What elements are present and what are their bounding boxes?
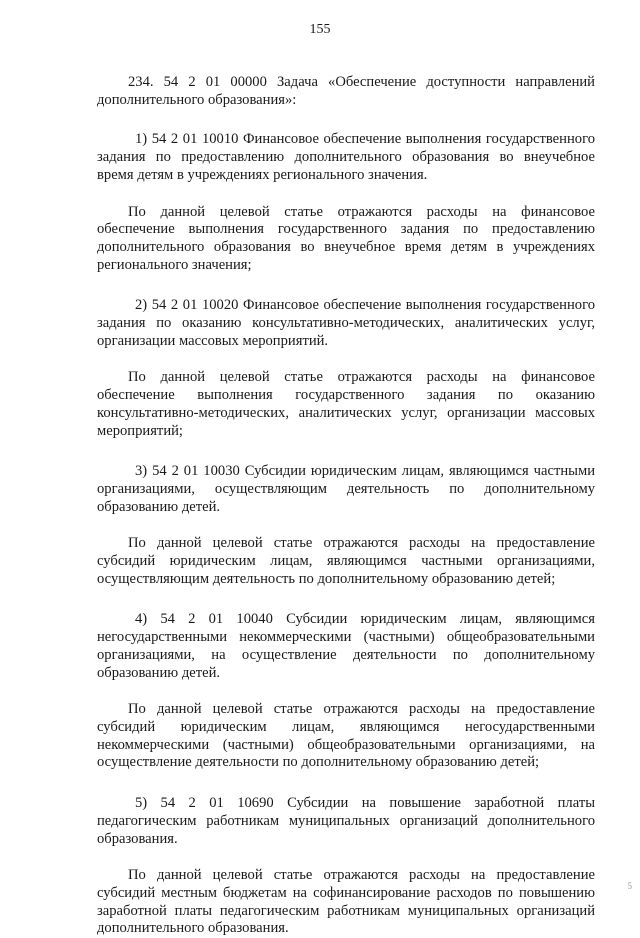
- page-body: [97, 74, 595, 938]
- item-1: 1) 54 2 01 10010 Финансовое обеспечение выполнения государственного задания по предоставлению дополнительного образования во внеучебное время детям в учреждениях регионального значения.: [97, 131, 595, 183]
- description-5: По данной целевой статье отражаются расходы на предоставление субсидий местным бюджетам на софинансирование расходов по повышению заработной платы педагогическим работникам муниципальных организаций дополнительного образования.: [97, 867, 595, 937]
- item-5: 5) 54 2 01 10690 Субсидии на повышение заработной платы педагогическим работникам муниципальных организаций дополнительного образования.: [97, 795, 595, 847]
- item-2: 2) 54 2 01 10020 Финансовое обеспечение выполнения государственного задания по оказанию консультативно-методических, аналитических услуг, организации массовых мероприятий.: [97, 297, 595, 349]
- description-1: По данной целевой статье отражаются расходы на финансовое обеспечение выполнения государственного задания по предоставлению дополнительного образования во внеучебное время детям в учреждениях регионального значения;: [97, 203, 595, 273]
- item-4: 4) 54 2 01 10040 Субсидии юридическим лицам, являющимся негосударственными некоммерческими (частными) общеобразовательными организациями, на осуществление деятельности по дополнительному образованию детей.: [97, 611, 595, 681]
- description-3: По данной целевой статье отражаются расходы на предоставление субсидий юридическим лицам, являющимся частными организациями, осуществляющим деятельность по дополнительному образованию детей;: [97, 535, 595, 587]
- description-2: По данной целевой статье отражаются расходы на финансовое обеспечение выполнения государственного задания по оказанию консультативно-методических, аналитических услуг, организации массовых мероприятий;: [97, 369, 595, 439]
- item-3: 3) 54 2 01 10030 Субсидии юридическим лицам, являющимся частными организациями, осуществляющим деятельность по дополнительному образованию детей.: [97, 463, 595, 515]
- corner-mark: 5: [627, 881, 632, 891]
- section-heading: 234. 54 2 01 00000 Задача «Обеспечение доступности направлений дополнительного образования»:: [97, 74, 595, 108]
- description-4: По данной целевой статье отражаются расходы на предоставление субсидий юридическим лицам, являющимся негосударственными некоммерческими (частными) общеобразовательными организациями, на осуществление деятельности по дополнительному образованию детей;: [97, 701, 595, 771]
- page-number: 155: [309, 22, 331, 37]
